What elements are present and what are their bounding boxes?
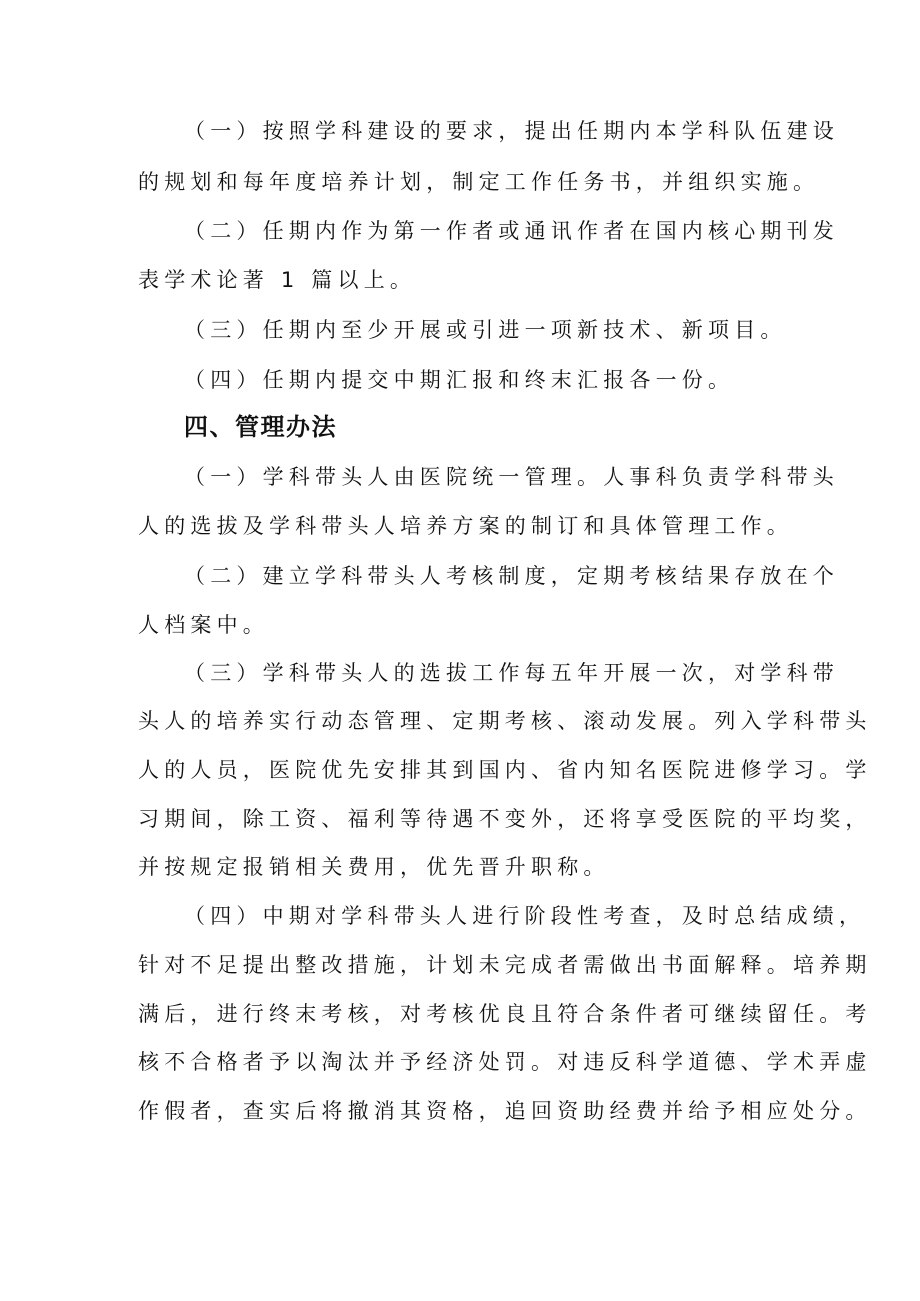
paragraph-line: 头人的培养实行动态管理、定期考核、滚动发展。列入学科带头 [138, 709, 872, 733]
paragraph-line: 并按规定报销相关费用，优先晋升职称。 [138, 855, 610, 879]
paragraph-line: （三）学科带头人的选拔工作每五年开展一次，对学科带 [184, 661, 839, 685]
section-heading: 四、管理办法 [184, 413, 337, 441]
paragraph-line: 人的选拔及学科带头人培养方案的制订和具体管理工作。 [138, 514, 793, 538]
paragraph-line: （一）学科带头人由医院统一管理。人事科负责学科带头 [184, 465, 839, 489]
paragraph-line: 的规划和每年度培养计划，制定工作任务书，并组织实施。 [138, 170, 820, 194]
paragraph-line: （二）建立学科带头人考核制度，定期考核结果存放在个 [184, 564, 839, 588]
paragraph-line: （四）任期内提交中期汇报和终末汇报各一份。 [184, 368, 735, 392]
paragraph-line: 核不合格者予以淘汰并予经济处罚。对违反科学道德、学术弄虚 [138, 1050, 872, 1074]
paragraph-line: （一）按照学科建设的要求，提出任期内本学科队伍建设 [184, 119, 839, 143]
paragraph-line: （四）中期对学科带头人进行阶段性考查，及时总结成绩， [184, 904, 866, 928]
paragraph-line: 人档案中。 [138, 613, 269, 637]
paragraph-line: 作假者，查实后将撤消其资格，追回资助经费并给予相应处分。 [138, 1099, 872, 1123]
paragraph-line: 习期间，除工资、福利等待遇不变外，还将享受医院的平均奖， [138, 807, 872, 831]
paragraph-line: （二）任期内作为第一作者或通讯作者在国内核心期刊发 [184, 219, 839, 243]
paragraph-line: 满后，进行终末考核，对考核优良且符合条件者可继续留任。考 [138, 1002, 872, 1026]
paragraph-line: （三）任期内至少开展或引进一项新技术、新项目。 [184, 318, 787, 342]
paragraph-line: 人的人员，医院优先安排其到国内、省内知名医院进修学习。学 [138, 758, 872, 782]
paragraph-line: 表学术论著 1 篇以上。 [138, 268, 417, 292]
paragraph-line: 针对不足提出整改措施，计划未完成者需做出书面解释。培养期 [138, 953, 872, 977]
